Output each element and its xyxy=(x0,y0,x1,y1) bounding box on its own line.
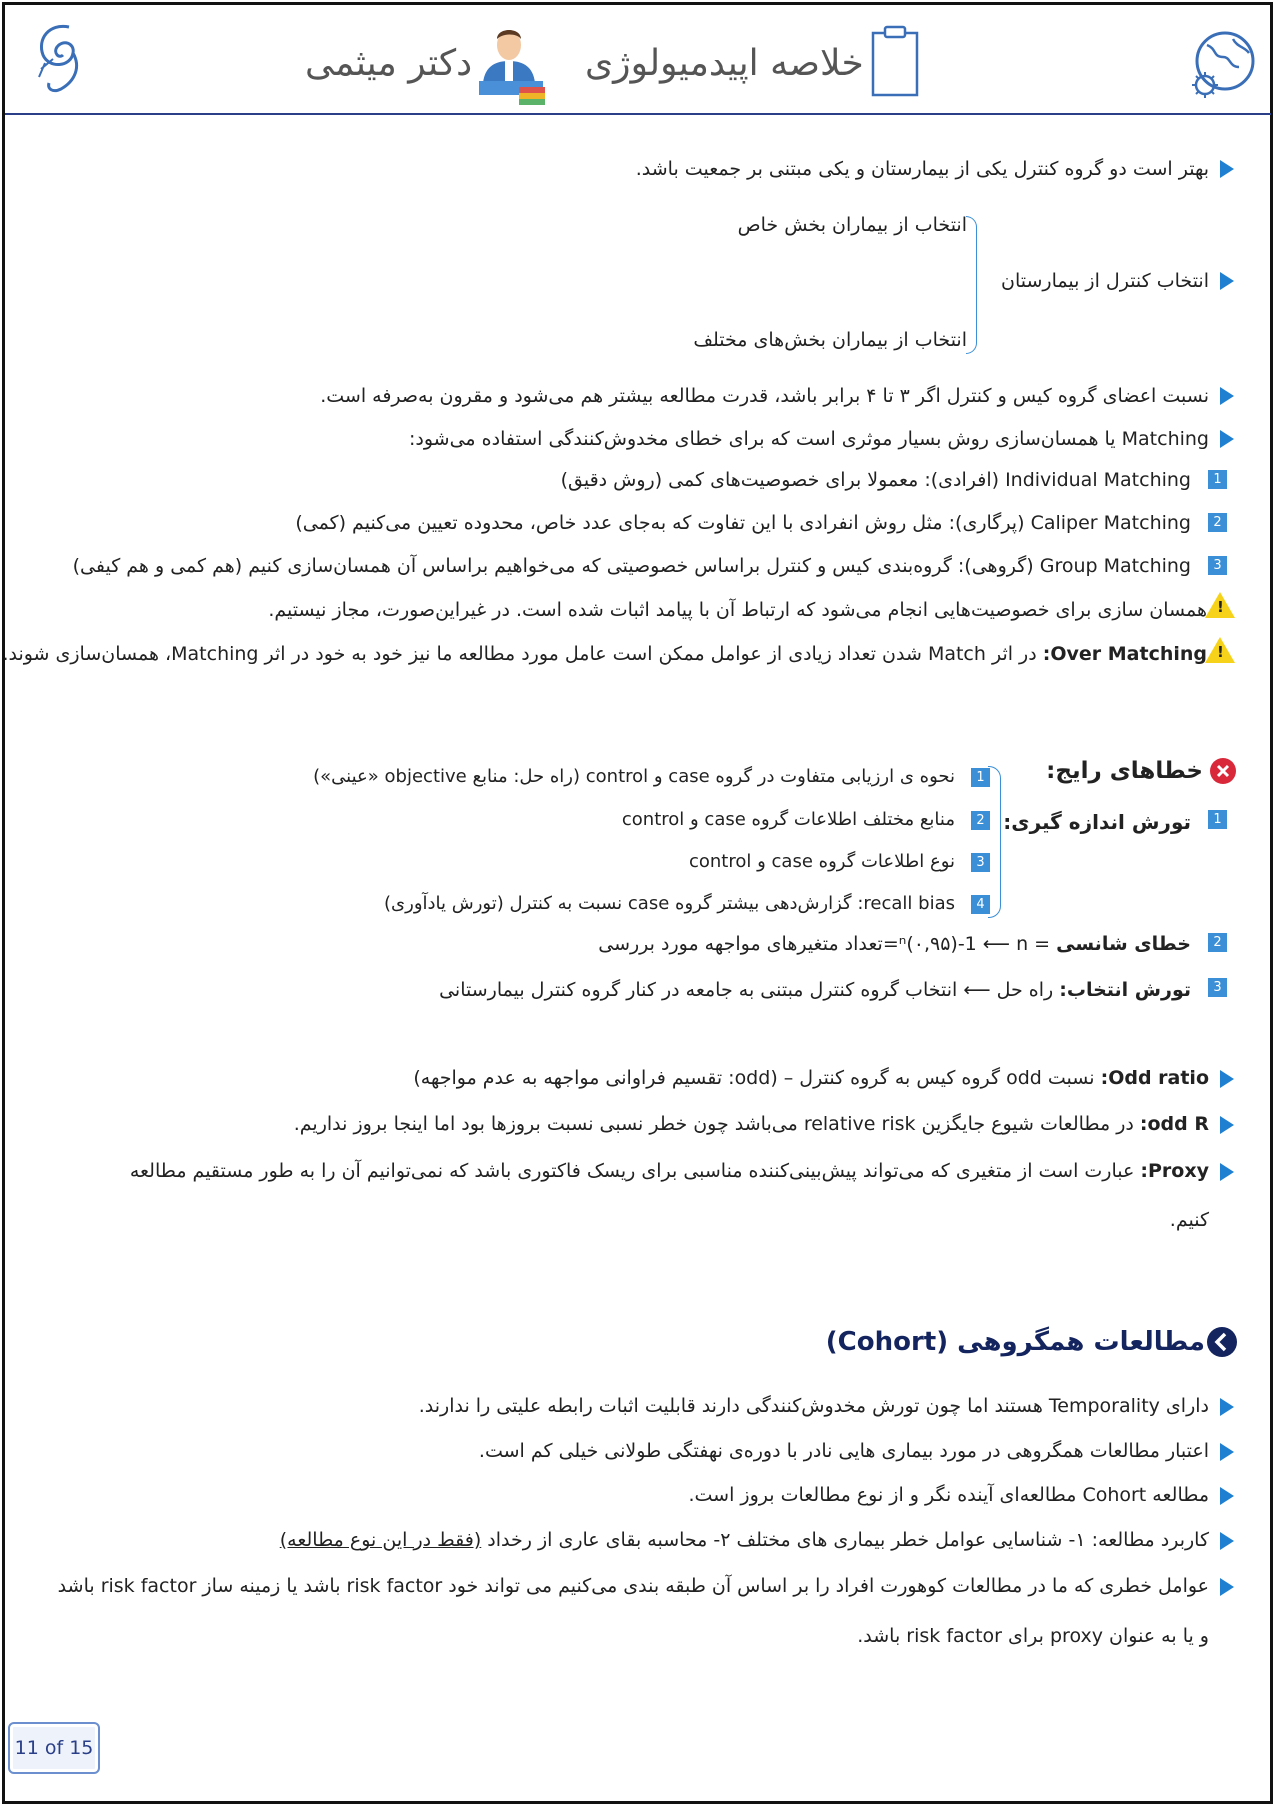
proxy-line-2: کنیم. xyxy=(1169,1209,1209,1231)
control-option-2: انتخاب از بیماران بخش‌های مختلف xyxy=(693,329,967,351)
ornament-icon xyxy=(29,19,91,101)
bullet-icon xyxy=(1220,1163,1234,1181)
ratio-line: نسبت اعضای گروه کیس و کنترل اگر ۳ تا ۴ برابر باشد، قدرت مطالعه بیشتر هم می‌شود و مقرون به‌صرفه است. xyxy=(320,385,1209,407)
number-badge: 3 xyxy=(1208,978,1227,997)
proxy-label: Proxy: xyxy=(1140,1160,1209,1182)
number-badge: 1 xyxy=(1208,810,1227,829)
odd-ratio-label: Odd ratio: xyxy=(1100,1067,1209,1089)
selection-bias-line xyxy=(439,976,1191,1004)
clipboard-icon xyxy=(869,25,921,99)
bullet-icon xyxy=(1220,160,1234,178)
control-option-1: انتخاب از بیماران بخش خاص xyxy=(737,214,967,236)
bullet-icon xyxy=(1220,1443,1234,1461)
author-name: دکتر میثمی xyxy=(305,43,473,84)
cohort-usage-note: (فقط در این نوع مطالعه) xyxy=(279,1529,482,1551)
number-badge: 1 xyxy=(971,768,990,787)
measurement-item-2: منابع مختلف اطلاعات گروه case و control xyxy=(621,809,955,830)
bullet-icon xyxy=(1220,1578,1234,1596)
cohort-risk-line-1: عوامل خطری که ما در مطالعات کوهورت افراد را بر اساس آن طبقه بندی می‌کنیم می تواند خود risk factor باشد یا زمینه ساز risk factor باشد xyxy=(57,1575,1209,1597)
measurement-item-3: نوع اطلاعات گروه case و control xyxy=(688,851,955,872)
control-intro: بهتر است دو گروه کنترل یکی از بیمارستان و یکی مبتنی بر جمعیت باشد. xyxy=(635,158,1209,180)
cohort-item-1: دارای Temporality هستند اما چون تورش مخدوش‌کنندگی دارند قابلیت اثبات رابطه علیتی را ندارند. xyxy=(418,1395,1209,1417)
chance-error-line xyxy=(598,930,1191,958)
proxy-line xyxy=(130,1157,1209,1185)
chance-error-text: = ⁿ(۰,۹۵)-1 ⟵ n=تعداد متغیرهای مواجهه مورد بررسی xyxy=(598,933,1057,955)
doctor-icon xyxy=(473,23,551,107)
cohort-usage-line xyxy=(280,1526,1209,1554)
measurement-item-1: نحوه ی ارزیابی متفاوت در گروه case و control (راه حل: منابع objective «عینی») xyxy=(313,766,955,787)
matching-warning-2 xyxy=(2,640,1207,668)
bullet-icon xyxy=(1220,387,1234,405)
page-number-badge: 11 of 15 xyxy=(8,1722,100,1774)
cohort-item-3: مطالعه Cohort مطالعه‌ای آینده نگر و از نوع مطالعات بروز است. xyxy=(688,1484,1209,1506)
page-header xyxy=(5,5,1271,115)
bullet-icon xyxy=(1220,1070,1234,1088)
chevron-left-icon xyxy=(1206,1326,1238,1358)
number-badge: 3 xyxy=(1208,556,1227,575)
odd-ratio-text: نسبت odd گروه کیس به گروه کنترل – (odd: تقسیم فراوانی مواجهه به عدم مواجهه) xyxy=(413,1067,1101,1089)
proxy-text: عبارت است از متغیری که می‌تواند پیش‌بینی‌کننده مناسبی برای ریسک فاکتوری باشد که نمی‌توانیم آن را به طور مستقیم مطالعه xyxy=(129,1160,1141,1182)
over-matching-label: Over Matching: xyxy=(1042,643,1207,665)
matching-item-1: Individual Matching (افرادی): معمولا برای خصوصیت‌های کمی (روش دقیق) xyxy=(560,469,1191,491)
matching-item-2: Caliper Matching (پرگاری): مثل روش انفرادی با این تفاوت که به‌جای عدد خاص، محدوده تعیین می‌کنیم (کمی) xyxy=(295,512,1191,534)
cohort-usage-text: کاربرد مطالعه: ۱- شناسایی عوامل خطر بیماری های مختلف ۲- محاسبه بقای عاری از رخداد xyxy=(481,1529,1209,1551)
over-matching-text: در اثر Match شدن تعداد زیادی از عوامل ممکن است عامل مورد مطالعه ما نیز خود به خود در اثر Matching، همسان‌سازی شوند. xyxy=(2,643,1043,665)
bullet-icon xyxy=(1220,1487,1234,1505)
matching-intro: Matching یا همسان‌سازی روش بسیار موثری است که برای خطای مخدوش‌کنندگی استفاده می‌شود: xyxy=(409,428,1209,450)
error-icon xyxy=(1209,757,1237,785)
number-badge: 1 xyxy=(1208,470,1227,489)
odd-ratio-line xyxy=(413,1064,1209,1092)
odd-r-line xyxy=(294,1110,1209,1138)
matching-warning-1: همسان سازی برای خصوصیت‌هایی انجام می‌شود که ارتباط آن با پیامد اثبات شده است. در غیراین‌صورت، مجاز نیستیم. xyxy=(268,599,1207,621)
measurement-item-4: recall bias: گزارش‌دهی بیشتر گروه case نسبت به کنترل (تورش یادآوری) xyxy=(384,893,955,914)
odd-r-label: odd R: xyxy=(1139,1113,1209,1135)
odd-r-text: در مطالعات شیوع جایگزین relative risk می‌باشد چون خطر نسبی نسبت بروزها بود اما اینجا بروز نداریم. xyxy=(293,1113,1140,1135)
bullet-icon xyxy=(1220,1532,1234,1550)
brace xyxy=(966,216,977,354)
number-badge: 2 xyxy=(971,811,990,830)
cohort-risk-line-2: و یا به عنوان proxy برای risk factor باشد. xyxy=(857,1625,1209,1647)
warning-icon: ! xyxy=(1205,637,1235,663)
document-title: خلاصه اپیدمیولوژی xyxy=(585,43,864,84)
errors-title: خطاهای رایج: xyxy=(1046,758,1203,784)
bullet-icon xyxy=(1220,430,1234,448)
matching-item-3: Group Matching (گروهی): گروه‌بندی کیس و کنترل براساس خصوصیتی که می‌خواهیم براساس آن همسان‌سازی کنیم (هم کمی و هم کیفی) xyxy=(72,555,1191,577)
selection-bias-label: تورش انتخاب: xyxy=(1059,979,1191,1001)
chance-error-label: خطای شانسی xyxy=(1056,933,1191,955)
control-label: انتخاب کنترل از بیمارستان xyxy=(1001,270,1209,292)
globe-virus-icon xyxy=(1183,27,1259,107)
selection-bias-text: راه حل ⟵ انتخاب گروه کنترل مبتنی به جامعه در کنار گروه کنترل بیمارستانی xyxy=(439,979,1060,1001)
number-badge: 4 xyxy=(971,895,990,914)
cohort-title: مطالعات همگروهی (Cohort) xyxy=(825,1327,1205,1357)
measurement-bias-label: تورش اندازه گیری: xyxy=(1003,810,1191,834)
number-badge: 2 xyxy=(1208,513,1227,532)
bullet-icon xyxy=(1220,272,1234,290)
bullet-icon xyxy=(1220,1116,1234,1134)
number-badge: 2 xyxy=(1208,933,1227,952)
bullet-icon xyxy=(1220,1398,1234,1416)
cohort-item-2: اعتبار مطالعات همگروهی در مورد بیماری هایی نادر با دوره‌ی نهفتگی طولانی خیلی کم است. xyxy=(478,1440,1209,1462)
number-badge: 3 xyxy=(971,853,990,872)
warning-icon: ! xyxy=(1205,592,1235,618)
